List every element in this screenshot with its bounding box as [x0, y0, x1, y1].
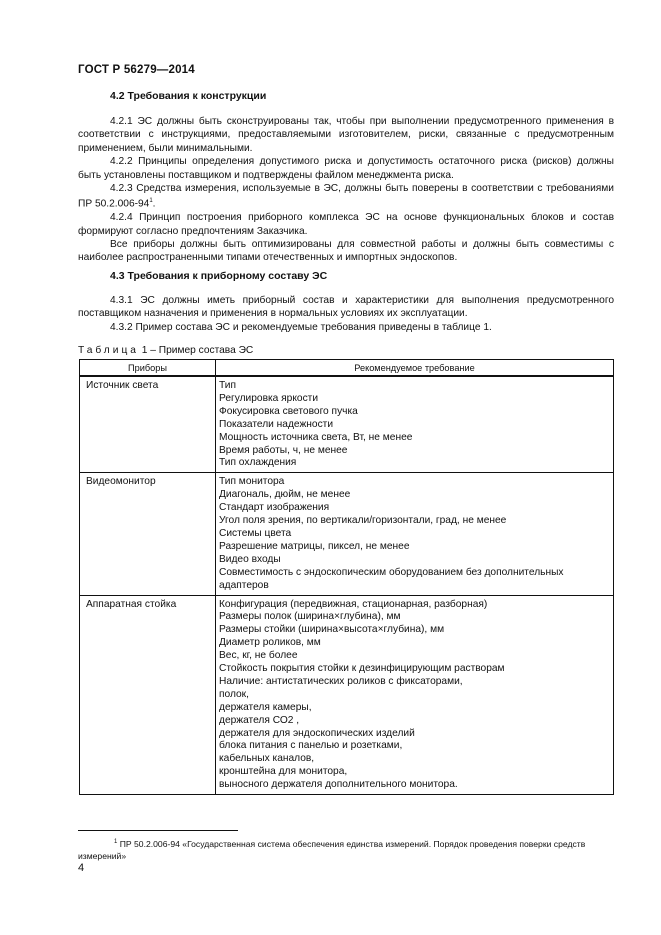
requirement-item: Угол поля зрения, по вертикали/горизонтали, град, не менее	[219, 515, 507, 527]
requirement-item: держателя для эндоскопических изделий	[219, 727, 415, 739]
requirement-item: блока питания с панелью и розетками,	[219, 740, 403, 752]
requirement-item: Время работы, ч, не менее	[219, 444, 348, 456]
paragraph-4-2-2: 4.2.2 Принципы определения допустимого риска и допустимость остаточного риска (рисков) должны быть установлены поставщиком и подтверждены файлом менеджмента риска.	[78, 156, 614, 181]
requirement-item: Тип	[219, 380, 236, 391]
footnote-reference: 1	[149, 198, 153, 205]
requirement-item: Видео входы	[219, 553, 281, 565]
requirement-item: Размеры стойки (ширина×высота×глубина), мм	[219, 624, 445, 636]
requirement-item: держателя камеры,	[219, 701, 312, 713]
requirement-item: Стандарт изображения	[219, 502, 330, 514]
page-number: 4	[78, 862, 85, 874]
requirement-item: Тип охлаждения	[219, 457, 297, 469]
requirement-item: Показатели надежности	[219, 418, 334, 430]
requirement-item: кронштейна для монитора,	[219, 766, 348, 778]
requirement-item: Конфигурация (передвижная, стационарная, разборная)	[219, 598, 488, 610]
footnote-divider	[78, 830, 238, 831]
requirement-item: Размеры полок (ширина×глубина), мм	[219, 611, 401, 623]
paragraph-4-2-3-text: 4.2.3 Средства измерения, используемые в ЭС, должны быть поверены в соответствии с требованиями ПР 50.2.006-94	[78, 183, 614, 210]
device-cell: Видеомонитор	[80, 473, 216, 595]
section-4-3-body	[78, 294, 614, 334]
requirement-item: выносного держателя дополнительного монитора.	[219, 779, 458, 791]
requirement-item: кабельных каналов,	[219, 753, 315, 765]
document-header: ГОСТ Р 56279—2014	[78, 64, 195, 76]
requirement-item: Тип монитора	[219, 476, 285, 488]
section-title-4-3: 4.3 Требования к приборному составу ЭС	[110, 270, 328, 282]
requirement-item: Вес, кг, не более	[219, 650, 298, 662]
requirement-item: Совместимость с эндоскопическим оборудованием без дополнительных	[219, 566, 564, 578]
table-caption-text: 1 – Пример состава ЭС	[138, 345, 254, 356]
requirement-item: Стойкость покрытия стойки к дезинфицирующим растворам	[219, 663, 505, 675]
requirement-item: Фокусировка светового пучка	[219, 405, 358, 417]
table-caption	[78, 345, 253, 356]
requirements-cell	[216, 595, 614, 795]
requirement-item: держателя СО2 ,	[219, 714, 300, 726]
requirement-item: адаптеров	[219, 579, 269, 591]
spec-table	[79, 359, 614, 795]
section-4-2-body	[78, 115, 614, 265]
table-caption-word: Таблица	[78, 345, 139, 356]
device-cell: Источник света	[80, 376, 216, 473]
table-row	[80, 376, 614, 473]
paragraph-4-2-1: 4.2.1 ЭС должны быть сконструированы так, чтобы при выполнении предусмотренного применения в соответствии с инструкциями, предоставляемыми изготовителем, риски, связанные с предусмотренным применением, были минимальными.	[78, 116, 614, 154]
footnote-line	[78, 836, 614, 862]
requirement-item: Диаметр роликов, мм	[219, 637, 321, 649]
paragraph-4-3-2: 4.3.2 Пример состава ЭС и рекомендуемые требования приведены в таблице 1.	[110, 321, 492, 333]
table-row	[80, 473, 614, 595]
requirements-cell	[216, 376, 614, 473]
footnote-text: ПР 50.2.006-94 «Государственная система обеспечения единства измерений. Порядок проведения поверки средств измерений»	[78, 838, 586, 861]
device-cell: Аппаратная стойка	[80, 595, 216, 795]
section-title-4-2: 4.2 Требования к конструкции	[110, 90, 267, 102]
table-row	[80, 595, 614, 795]
requirement-item: Наличие: антистатических роликов с фиксаторами,	[219, 675, 463, 687]
paragraph-4-2-3-end: .	[152, 198, 156, 210]
requirement-item: полок,	[219, 688, 249, 700]
table-header-row	[80, 360, 614, 377]
footnote-marker: 1	[114, 839, 118, 845]
paragraph-4-3-1: 4.3.1 ЭС должны иметь приборный состав и характеристики для выполнения предусмотренного поставщиком назначения и применения в нормальных условиях их эксплуатации.	[78, 295, 614, 320]
requirement-item: Разрешение матрицы, пиксел, не менее	[219, 540, 410, 552]
requirement-item: Диагональ, дюйм, не менее	[219, 489, 351, 501]
footnote	[78, 836, 614, 862]
header-devices: Приборы	[80, 360, 216, 377]
requirement-item: Регулировка яркости	[219, 392, 319, 404]
requirement-item: Системы цвета	[219, 527, 292, 539]
paragraph-4-2-5: Все приборы должны быть оптимизированы для совместной работы и должны быть совместимы с наиболее распространенными типами отечественных и импортных эндоскопов.	[78, 239, 614, 264]
requirement-item: Мощность источника света, Вт, не менее	[219, 431, 413, 443]
header-requirements: Рекомендуемое требование	[216, 360, 614, 377]
paragraph-4-2-4: 4.2.4 Принцип построения приборного комплекса ЭС на основе функциональных блоков и состав формируют согласно предпочтениям Заказчика.	[78, 212, 614, 237]
table-body	[80, 376, 614, 795]
paragraph-4-2-3	[78, 182, 614, 211]
requirements-cell	[216, 473, 614, 595]
